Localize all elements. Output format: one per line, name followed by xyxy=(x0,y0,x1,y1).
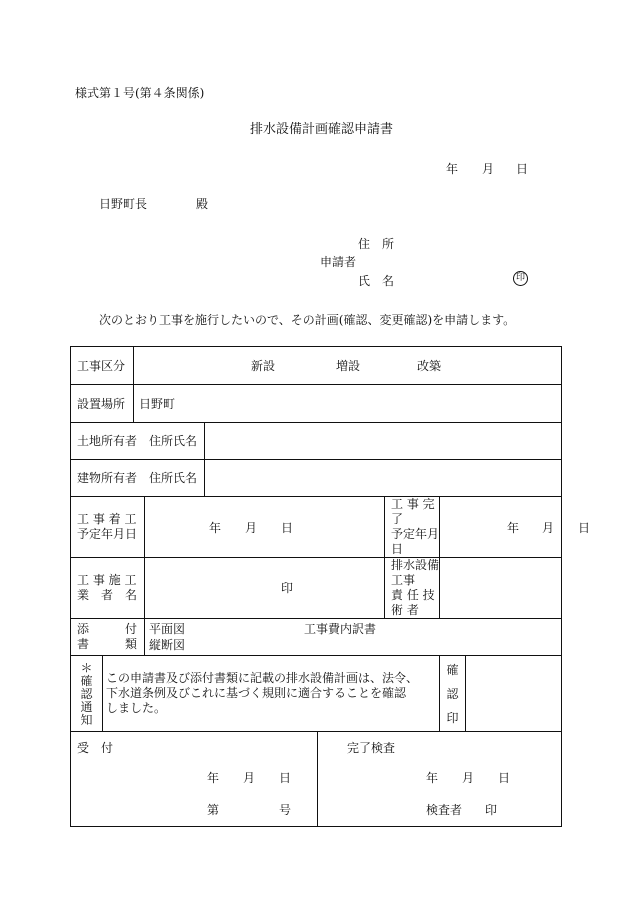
end-label-1: 工 事 完 了 xyxy=(391,497,435,526)
site-row xyxy=(71,385,562,423)
date-day: 日 xyxy=(516,162,529,176)
name-label: 氏 名 xyxy=(358,274,395,288)
contractor-label-1: 工 事 施 工 xyxy=(77,573,137,587)
number-suffix: 号 xyxy=(279,802,292,817)
work-type-addition: 増設 xyxy=(336,358,361,373)
honorific: 殿 xyxy=(196,197,209,211)
work-type-label: 工事区分 xyxy=(77,358,126,373)
contractor-field[interactable] xyxy=(145,570,384,606)
attach-plan: 平面図 xyxy=(149,621,186,636)
start-label-2: 予定年月日 xyxy=(77,527,138,541)
start-month: 月 xyxy=(245,521,258,535)
work-type-rebuild: 改築 xyxy=(417,358,442,373)
addressee: 日野町長 xyxy=(99,197,148,211)
intro-text: 次のとおり工事を施行したいので、その計画(確認、変更確認)を申請します。 xyxy=(99,313,516,327)
reception-day: 日 xyxy=(279,770,292,785)
end-date-field[interactable] xyxy=(440,510,591,544)
confirm-notice-label: ＊ 確 認 通 知 xyxy=(80,661,93,727)
completion-year: 年 xyxy=(426,770,439,785)
document-title: 排水設備計画確認申請書 xyxy=(250,122,394,137)
start-date-field[interactable] xyxy=(145,510,384,544)
seal-mark: 印 xyxy=(513,271,528,286)
end-month: 月 xyxy=(542,521,555,535)
start-year: 年 xyxy=(209,521,222,535)
completion-label: 完了検査 xyxy=(347,740,396,755)
form-number: 様式第１号(第４条関係) xyxy=(75,86,205,100)
end-year: 年 xyxy=(507,521,520,535)
inspector-seal: 印 xyxy=(485,802,498,817)
engineer-field[interactable] xyxy=(440,558,562,619)
start-label-1: 工 事 着 工 xyxy=(77,512,137,526)
building-owner-row xyxy=(71,460,562,497)
contractor-seal: 印 xyxy=(281,581,294,595)
attach-label-1: 添 付 xyxy=(77,622,138,636)
reception-row xyxy=(71,732,562,827)
reception-month: 月 xyxy=(243,770,256,785)
reception-year: 年 xyxy=(207,770,220,785)
land-owner-row xyxy=(71,423,562,460)
attach-cost: 工事費内訳書 xyxy=(304,621,377,636)
land-owner-field[interactable] xyxy=(205,423,562,460)
site-value: 日野町 xyxy=(139,396,176,411)
completion-day: 日 xyxy=(498,770,511,785)
number-prefix: 第 xyxy=(207,802,220,817)
reception-label: 受 付 xyxy=(77,740,114,755)
end-label-2: 予定年月日 xyxy=(391,527,440,556)
contractor-label-2: 業 者 名 xyxy=(77,588,138,602)
work-type-row xyxy=(71,347,562,385)
building-owner-label: 建物所有者 住所氏名 xyxy=(77,471,198,485)
attach-label-2: 書 類 xyxy=(77,637,138,651)
engineer-label-2: 責 任 技 術 者 xyxy=(391,588,435,617)
attach-section: 縦断図 xyxy=(149,637,186,652)
application-form-table xyxy=(70,346,591,827)
date-month: 月 xyxy=(482,162,495,176)
confirmation-row xyxy=(71,656,562,732)
confirm-seal-field[interactable] xyxy=(466,656,562,732)
schedule-row xyxy=(71,497,562,558)
engineer-label-1: 排水設備工事 xyxy=(391,558,440,587)
date-year: 年 xyxy=(446,162,459,176)
confirm-text: この申請書及び添付書類に記載の排水設備計画は、法令、 下水道条例及びこれに基づく規則に適合することを確認 しました。 xyxy=(106,671,419,715)
site-label: 設置場所 xyxy=(77,396,126,411)
address-label: 住 所 xyxy=(358,237,395,251)
completion-month: 月 xyxy=(462,770,475,785)
inspector-label: 検査者 xyxy=(426,802,463,817)
contractor-row xyxy=(71,558,562,619)
reception-box[interactable] xyxy=(71,733,317,826)
land-owner-label: 土地所有者 住所氏名 xyxy=(77,434,198,448)
end-day: 日 xyxy=(578,521,591,535)
start-day: 日 xyxy=(281,521,294,535)
confirm-seal-label: 確 認 印 xyxy=(446,662,459,725)
attachments-row xyxy=(71,619,562,656)
applicant-label: 申請者 xyxy=(320,255,357,269)
building-owner-field[interactable] xyxy=(205,460,562,497)
completion-box[interactable] xyxy=(318,733,561,826)
work-type-new: 新設 xyxy=(251,358,276,373)
